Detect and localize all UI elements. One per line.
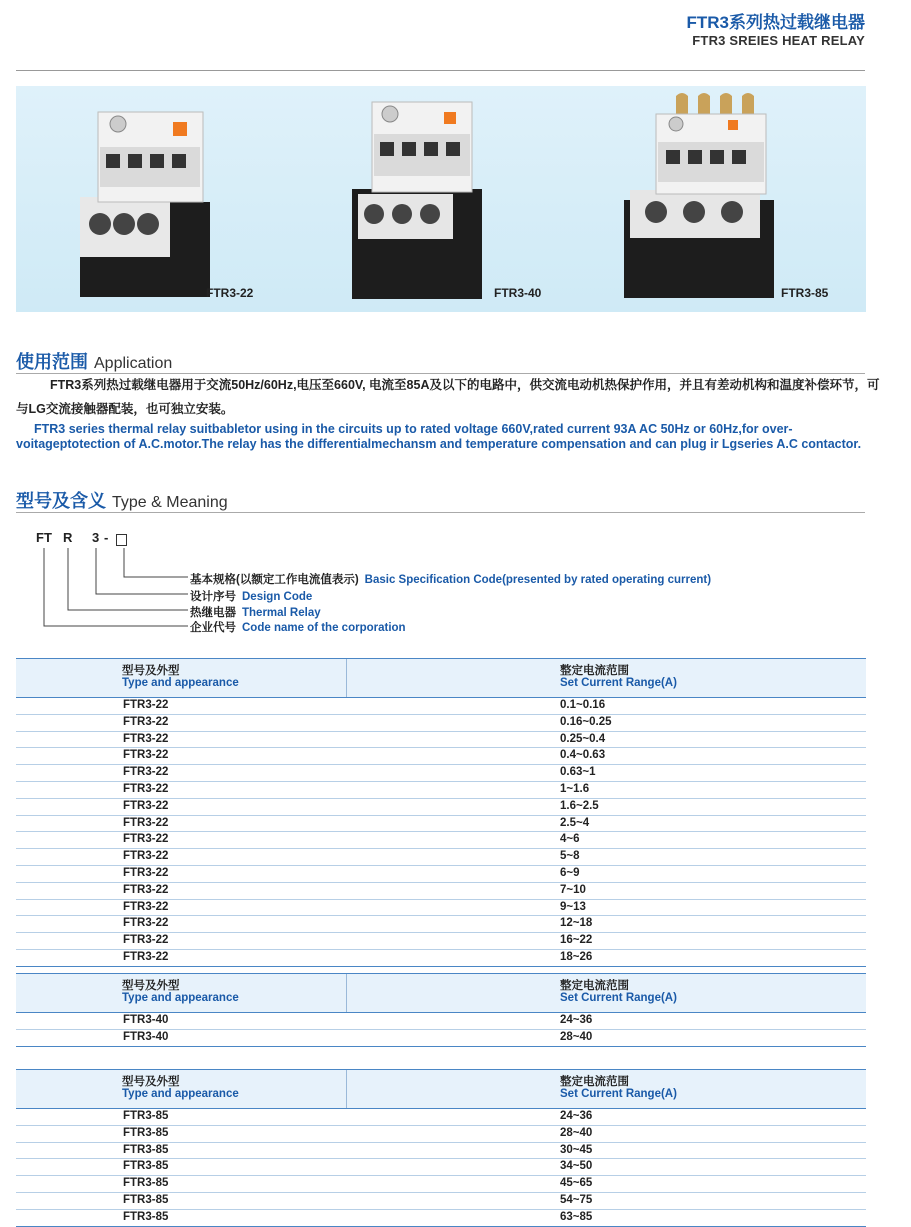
header-type-cn: 型号及外型 [122, 665, 180, 677]
cell-current-range: 34~50 [560, 1160, 593, 1173]
cell-model: FTR3-85 [123, 1177, 169, 1190]
cell-model: FTR3-22 [123, 934, 169, 947]
table-row [16, 950, 866, 967]
cell-current-range: 5~8 [560, 850, 580, 863]
table-row [16, 1143, 866, 1160]
relay-ftr3-22-image [68, 102, 218, 302]
header-type-en: Type and appearance [122, 1088, 239, 1100]
header-type [122, 980, 239, 1004]
cell-current-range: 0.1~0.16 [560, 699, 606, 711]
header-current-cn: 整定电流范围 [560, 665, 629, 677]
table-row [16, 799, 866, 816]
code-part-dash: - [104, 530, 109, 545]
relay-ftr3-40-image [344, 94, 494, 304]
cell-model: FTR3-22 [123, 732, 169, 745]
spec-table-ftr3-85 [16, 1069, 866, 1227]
table-row [16, 765, 866, 782]
product-label: FTR3-40 [494, 286, 542, 300]
cell-model: FTR3-22 [123, 782, 169, 795]
table-row [16, 883, 866, 900]
cell-current-range: 1~1.6 [560, 782, 590, 795]
cell-current-range: 0.16~0.25 [560, 715, 612, 728]
table-row [16, 832, 866, 849]
header-current-en: Set Current Range(A) [560, 992, 677, 1004]
application-heading-en: Application [94, 355, 173, 372]
cell-current-range: 16~22 [560, 934, 593, 947]
header-type-cn: 型号及外型 [122, 1076, 180, 1088]
type-meaning-heading [16, 487, 228, 513]
table-header [16, 1069, 866, 1109]
table-row [16, 933, 866, 950]
header-current-cn: 整定电流范围 [560, 1076, 629, 1088]
cell-model: FTR3-85 [123, 1160, 169, 1173]
cell-model: FTR3-22 [123, 766, 169, 779]
cell-current-range: 7~10 [560, 883, 586, 896]
code-leader-lines [36, 546, 196, 631]
product-banner [16, 86, 866, 312]
column-divider [346, 659, 347, 697]
header-current-en: Set Current Range(A) [560, 1088, 677, 1100]
application-text-en: FTR3 series thermal relay suitbabletor using in the circuits up to rated voltage 660V,rated current 93A AC 50Hz or 60Hz,for over-voitageptotection of A.C.motor.The relay has the differentialmechansm and temperature compensation and can plug ir Lgseries A.C contactor. [16, 422, 862, 451]
table-row [16, 698, 866, 715]
header-type [122, 1076, 239, 1100]
table-row [16, 1193, 866, 1210]
meaning-corporation: 企业代号 Code name of the corporation [190, 622, 406, 634]
spec-table-ftr3-22 [16, 658, 866, 967]
table-row [16, 866, 866, 883]
type-meaning-heading-cn: 型号及含义 [16, 491, 106, 511]
code-part-r: R [63, 530, 73, 545]
cell-current-range: 9~13 [560, 900, 586, 913]
cell-model: FTR3-22 [123, 950, 169, 963]
cell-model: FTR3-22 [123, 900, 169, 913]
table-row [16, 1176, 866, 1193]
cell-model: FTR3-40 [123, 1030, 169, 1043]
cell-current-range: 18~26 [560, 950, 593, 963]
header-type-en: Type and appearance [122, 677, 239, 689]
table-row [16, 849, 866, 866]
meaning-thermal-relay: 热继电器 Thermal Relay [190, 607, 321, 619]
header-current [560, 665, 677, 689]
cell-model: FTR3-22 [123, 883, 169, 896]
table-row [16, 900, 866, 917]
cell-model: FTR3-85 [123, 1193, 169, 1206]
cell-model: FTR3-22 [123, 866, 169, 879]
code-part-3: 3 [92, 530, 100, 545]
table-row [16, 715, 866, 732]
table-row [16, 1013, 866, 1030]
application-heading-cn: 使用范围 [16, 352, 88, 372]
cell-model: FTR3-85 [123, 1143, 169, 1156]
cell-model: FTR3-85 [123, 1210, 169, 1223]
cell-model: FTR3-22 [123, 799, 169, 812]
meaning-design-code: 设计序号 Design Code [190, 591, 313, 603]
cell-current-range: 28~40 [560, 1030, 593, 1043]
cell-current-range: 12~18 [560, 917, 593, 930]
header-type [122, 665, 239, 689]
cell-current-range: 0.63~1 [560, 766, 596, 779]
application-heading [16, 348, 172, 374]
cell-current-range: 2.5~4 [560, 816, 590, 829]
header-type-en: Type and appearance [122, 992, 239, 1004]
code-part-ft: FT [36, 530, 52, 545]
header-current [560, 1076, 677, 1100]
table-row [16, 1210, 866, 1227]
table-row [16, 1030, 866, 1047]
cell-model: FTR3-85 [123, 1110, 169, 1122]
header-current [560, 980, 677, 1004]
cell-current-range: 63~85 [560, 1210, 593, 1223]
cell-model: FTR3-22 [123, 833, 169, 846]
cell-current-range: 4~6 [560, 833, 580, 846]
type-meaning-heading-en: Type & Meaning [112, 494, 228, 511]
header-current-cn: 整定电流范围 [560, 980, 629, 992]
cell-current-range: 45~65 [560, 1177, 593, 1190]
type-meaning-divider [16, 512, 865, 513]
product-label: FTR3-22 [206, 286, 254, 300]
cell-model: FTR3-22 [123, 816, 169, 829]
table-row [16, 1109, 866, 1126]
table-header [16, 658, 866, 698]
table-row [16, 782, 866, 799]
cell-current-range: 28~40 [560, 1126, 593, 1139]
cell-current-range: 24~36 [560, 1110, 593, 1122]
cell-current-range: 1.6~2.5 [560, 799, 599, 812]
cell-current-range: 30~45 [560, 1143, 593, 1156]
relay-ftr3-85-image [616, 90, 786, 302]
cell-model: FTR3-22 [123, 715, 169, 728]
page-title-en: FTR3 SREIES HEAT RELAY [692, 33, 865, 48]
table-row [16, 816, 866, 833]
cell-model: FTR3-22 [123, 749, 169, 762]
table-row [16, 1126, 866, 1143]
meaning-basic-spec: 基本规格(以额定工作电流值表示) Basic Specification Code(presented by rated operating current) [190, 574, 712, 586]
cell-current-range: 0.4~0.63 [560, 749, 606, 762]
column-divider [346, 974, 347, 1012]
header-current-en: Set Current Range(A) [560, 677, 677, 689]
cell-current-range: 6~9 [560, 866, 580, 879]
table-row [16, 1159, 866, 1176]
table-row [16, 732, 866, 749]
table-row [16, 916, 866, 933]
cell-model: FTR3-22 [123, 699, 169, 711]
column-divider [346, 1070, 347, 1108]
cell-model: FTR3-40 [123, 1014, 169, 1026]
cell-model: FTR3-85 [123, 1126, 169, 1139]
cell-model: FTR3-22 [123, 917, 169, 930]
cell-current-range: 24~36 [560, 1014, 593, 1026]
application-text-cn: FTR3系列热过载继电器用于交流50Hz/60Hz,电压至660V, 电流至85A及以下的电路中，供交流电动机热保护作用，并且有差动机构和温度补偿环节，可与LG交流接触器配装，也可独立安装。 [16, 378, 880, 416]
header-divider [16, 70, 865, 71]
header-type-cn: 型号及外型 [122, 980, 180, 992]
spec-table-ftr3-40 [16, 973, 866, 1047]
code-placeholder-box [116, 531, 127, 546]
cell-current-range: 0.25~0.4 [560, 732, 606, 745]
table-header [16, 973, 866, 1013]
table-row [16, 748, 866, 765]
product-label: FTR3-85 [781, 286, 829, 300]
cell-current-range: 54~75 [560, 1193, 593, 1206]
page-title-cn: FTR3系列热过载继电器 [686, 13, 865, 32]
cell-model: FTR3-22 [123, 850, 169, 863]
